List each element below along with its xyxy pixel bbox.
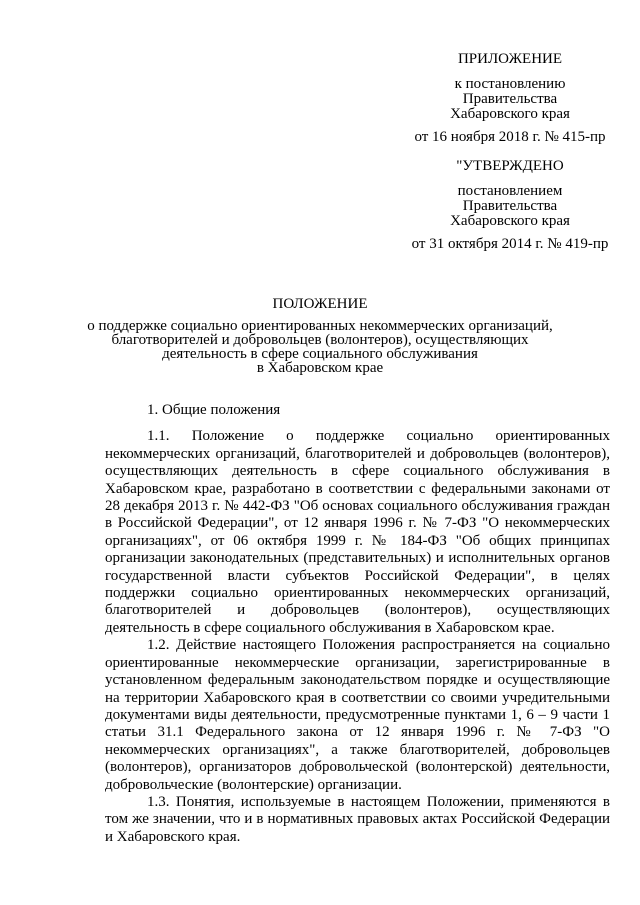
approved-heading: "УТВЕРЖДЕНО [456, 158, 564, 174]
appendix-date: от 16 ноября 2018 г. № 415-пр [414, 129, 606, 145]
appendix-line-1: к постановлению [454, 76, 566, 92]
approved-line-3: Хабаровского края [450, 213, 570, 229]
appendix-line-2: Правительства [462, 91, 558, 107]
appendix-line-3: Хабаровского края [450, 106, 570, 122]
approved-line-2: Правительства [462, 198, 558, 214]
paragraph-1-2: 1.2. Действие настоящего Положения распространяется на социально ориентированные некоммерческие организации, зарегистрированные в установленном федеральным законодательством порядке и осуществляющие на территории Хабаровского края в соответствии со своими учредительными документами виды деятельности, предусмотренные пунктами 1, 6 – 9 части 1 статьи 31.1 Федерального закона от 12 января 1996 г. № 7-ФЗ "О некоммерческих организациях", а также благотворителей, добровольцев (волонтеров), организаторов добровольческой (волонтерской) деятельности, добровольческие (волонтерские) организации. [105, 637, 610, 793]
section-heading: 1. Общие положения [147, 402, 281, 418]
appendix-header [395, 52, 625, 252]
paragraph-1-1: 1.1. Положение о поддержке социально ориентированных некоммерческих организаций, благотворителей и добровольцев (волонтеров), осуществляющих деятельность в сфере социального обслуживания в Хабаровском крае, разработано в соответствии с федеральными законами от 28 декабря 2013 г. № 442-ФЗ "Об основах социального обслуживания граждан в Российской Федерации", от 12 января 1996 г. № 7-ФЗ "О некоммерческих организациях", от 06 октября 1999 г. № 184-ФЗ "Об общих принципах организации законодательных (представительных) и исполнительных органов государственной власти субъектов Российской Федерации", в целях поддержки социально ориентированных некоммерческих организаций, благотворителей и добровольцев (волонтеров), осуществляющих деятельность в сфере социального обслуживания в Хабаровском крае. [105, 428, 610, 636]
approved-date: от 31 октября 2014 г. № 419-пр [411, 236, 609, 252]
document-title-block [40, 297, 600, 375]
document-title: ПОЛОЖЕНИЕ [272, 296, 368, 312]
document-subtitle-line: о поддержке социально ориентированных некоммерческих организаций, [87, 318, 553, 334]
approved-line-1: постановлением [457, 183, 563, 199]
spacer [395, 145, 625, 159]
document-body [105, 402, 610, 846]
appendix-heading: ПРИЛОЖЕНИЕ [457, 51, 563, 67]
document-subtitle-line: в Хабаровском крае [256, 360, 384, 376]
paragraph-1-3: 1.3. Понятия, используемые в настоящем Положении, применяются в том же значении, что и в нормативных правовых актах Российской Федерации и Хабаровского края. [105, 793, 610, 845]
document-subtitle-line: деятельность в сфере социального обслуживания [162, 346, 478, 362]
document-subtitle-line: благотворителей и добровольцев (волонтеров), осуществляющих [111, 332, 529, 348]
